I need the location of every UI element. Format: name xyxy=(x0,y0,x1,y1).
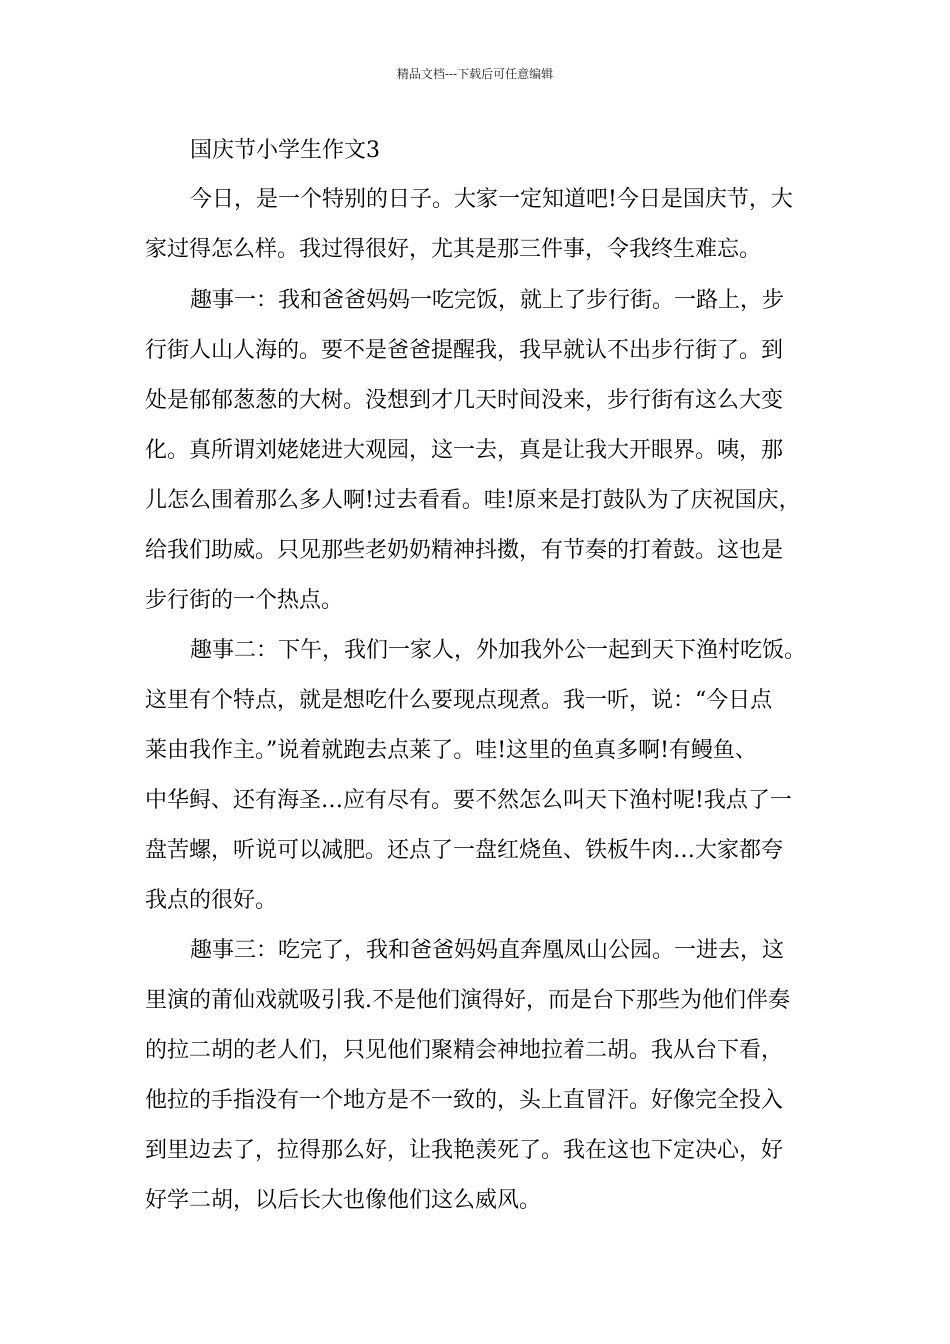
paragraph-3-line-1: 趣事二：下午，我们一家人，外加我外公一起到天下渔村吃饭。 xyxy=(190,638,807,663)
paragraph-3-line-6: 我点的很好。 xyxy=(145,888,278,913)
paragraph-3-line-4: 中华鲟、还有海圣…应有尽有。要不然怎么叫天下渔村呢!我点了一 xyxy=(145,788,792,813)
paragraph-4-line-1: 趣事三：吃完了，我和爸爸妈妈直奔凰凤山公园。一进去，这 xyxy=(190,938,785,963)
paragraph-3-line-2: 这里有个特点，就是想吃什么要现点现煮。我一听，说：“今日点 xyxy=(145,688,773,713)
document-title: 国庆节小学生作文3 xyxy=(190,138,380,163)
paragraph-4-line-3: 的拉二胡的老人们，只见他们聚精会神地拉着二胡。我从台下看， xyxy=(145,1038,784,1063)
paragraph-2-line-2: 行街人山人海的。要不是爸爸提醒我，我早就认不出步行街了。到 xyxy=(145,338,784,363)
paragraph-4-line-2: 里演的莆仙戏就吸引我.不是他们演得好，而是台下那些为他们伴奏 xyxy=(145,988,790,1013)
paragraph-1-line-1: 今日，是一个特别的日子。大家一定知道吧!今日是国庆节，大 xyxy=(190,187,793,212)
page-header: 精品文档---下载后可任意编辑 xyxy=(396,67,554,81)
paragraph-2-line-7: 步行街的一个热点。 xyxy=(145,588,344,613)
paragraph-4-line-5: 到里边去了，拉得那么好，让我艳羡死了。我在这也下定决心，好 xyxy=(145,1138,784,1163)
paragraph-2-line-6: 给我们助威。只见那些老奶奶精神抖擞，有节奏的打着鼓。这也是 xyxy=(145,538,784,563)
paragraph-2-line-1: 趣事一：我和爸爸妈妈一吃完饭，就上了步行街。一路上，步 xyxy=(190,288,785,313)
paragraph-4-line-4: 他拉的手指没有一个地方是不一致的，头上直冒汗。好像完全投入 xyxy=(145,1088,784,1113)
paragraph-2-line-4: 化。真所谓刘姥姥进大观园，这一去，真是让我大开眼界。咦，那 xyxy=(145,438,784,463)
paragraph-3-line-3: 莱由我作主。”说着就跑去点莱了。哇!这里的鱼真多啊!有鳗鱼、 xyxy=(145,738,757,763)
paragraph-4-line-6: 好学二胡，以后长大也像他们这么威风。 xyxy=(145,1188,542,1213)
paragraph-3-line-5: 盘苦螺，听说可以减肥。还点了一盘红烧鱼、铁板牛肉…大家都夸 xyxy=(145,838,784,863)
paragraph-1-line-2: 家过得怎么样。我过得很好，尤其是那三件事，令我终生难忘。 xyxy=(145,237,762,262)
paragraph-2-line-3: 处是郁郁葱葱的大树。没想到才几天时间没来，步行街有这么大变 xyxy=(145,388,784,413)
paragraph-2-line-5: 儿怎么围着那么多人啊!过去看看。哇!原来是打鼓队为了庆祝国庆， xyxy=(145,488,801,513)
